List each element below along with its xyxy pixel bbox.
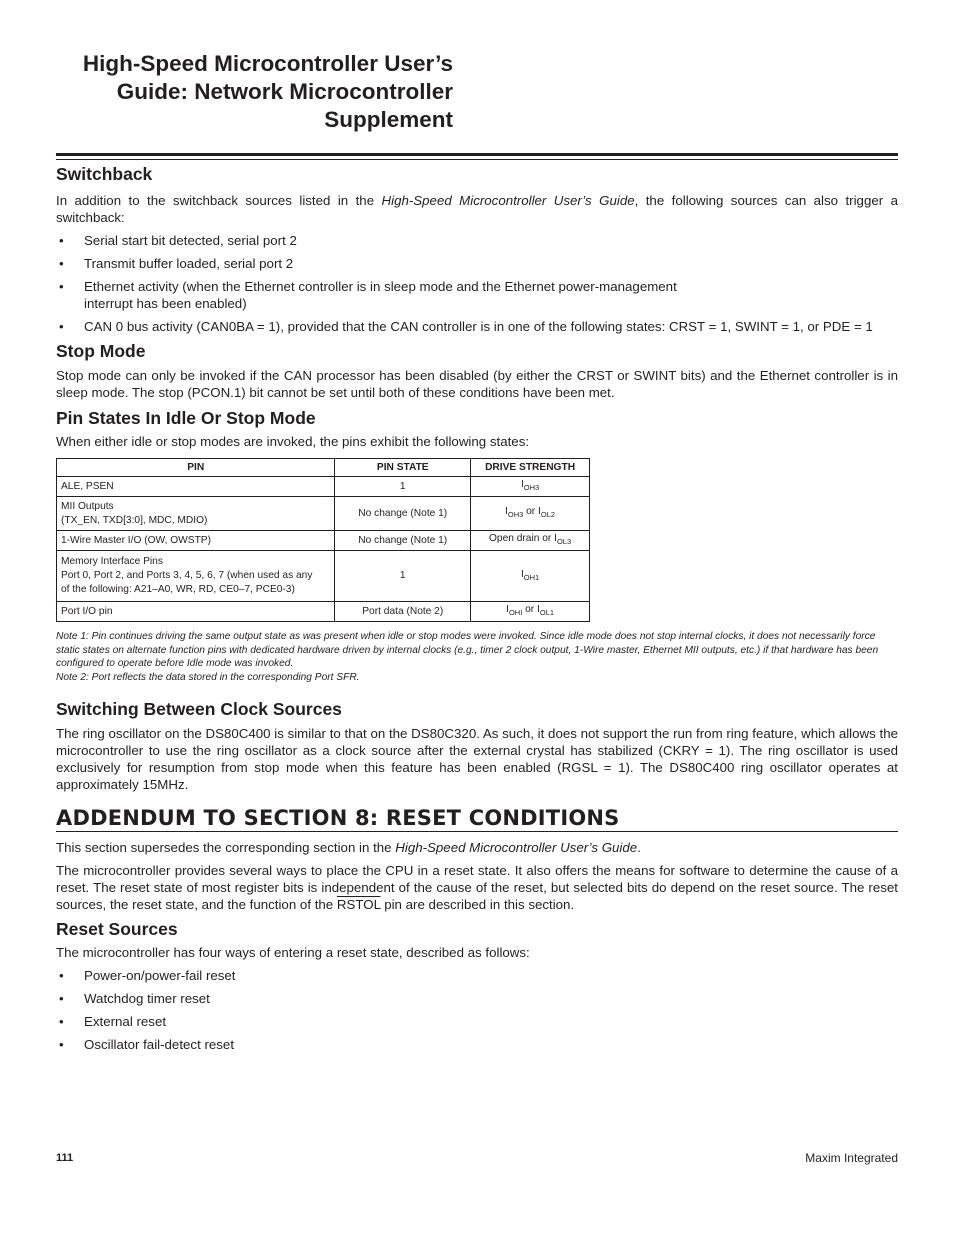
clock-sources-text: The ring oscillator on the DS80C400 is similar to that on the DS80C320. As such, it does not support the run from ring feature, which allows the microcontroller to use the ring oscillator as a clock source after the external crystal has stabilized (CKRY = 1). The ring oscillator is used exclusively for resumption from stop mode when this feature has been enabled (RGSL = 1). The DS80C400 ring oscillator operates at approximately 15MHz. — [56, 726, 898, 793]
title-rule-thick — [56, 153, 898, 156]
list-item-line: Ethernet activity (when the Ethernet controller is in sleep mode and the Ethernet power-management — [84, 279, 677, 294]
drive-subscript: OH3 — [523, 483, 540, 493]
section-heading-addendum: ADDENDUM TO SECTION 8: RESET CONDITIONS — [56, 806, 898, 832]
drive-text: I — [538, 506, 541, 518]
document-title-line: Guide: Network Microcontroller — [116, 79, 453, 104]
section-heading-stop-mode: Stop Mode — [56, 341, 146, 361]
table-cell-drive — [471, 531, 590, 551]
guide-title-reference: High-Speed Microcontroller User’s Guide — [395, 840, 638, 856]
table-cell-pin — [57, 531, 335, 551]
table-header-pin: PIN — [57, 459, 335, 477]
drive-text: Open drain or I — [488, 533, 557, 545]
addendum-description-text: pin are described in this section. — [380, 897, 575, 913]
table-cell-state: 1 — [335, 551, 471, 602]
table-cell-pin — [57, 551, 335, 602]
table-cell-drive — [471, 551, 590, 602]
list-item-line: interrupt has been enabled) — [84, 296, 247, 311]
list-item: • Oscillator fail-detect reset — [56, 1036, 898, 1053]
table-cell-drive — [471, 477, 590, 497]
drive-text: I — [520, 568, 524, 580]
drive-text: I — [520, 479, 524, 490]
pin-name-detail: of the following: A21–A0, WR, RD, CE0–7, PCE0-3) — [61, 584, 295, 596]
list-item — [56, 278, 898, 312]
table-row — [57, 602, 590, 622]
addendum-intro-text: This section supersedes the corresponding section in the — [56, 840, 396, 856]
table-cell-state: 1 — [335, 477, 471, 497]
section-heading-clock-sources: Switching Between Clock Sources — [56, 699, 342, 720]
addendum-intro-text: . — [637, 840, 641, 856]
table-note-2: Note 2: Port reflects the data stored in the corresponding Port SFR. — [56, 671, 360, 683]
pin-name: Port I/O pin — [61, 605, 113, 617]
list-item: • External reset — [56, 1013, 898, 1030]
list-item: • Serial start bit detected, serial port 2 — [56, 232, 898, 249]
table-row — [57, 497, 590, 531]
drive-subscript: OH1 — [523, 572, 540, 582]
drive-subscript: OHI — [508, 608, 523, 618]
page-number: 111 — [56, 1152, 74, 1164]
drive-text: I — [537, 604, 540, 616]
pin-name: 1-Wire Master I/O (OW, OWSTP) — [61, 534, 211, 546]
addendum-description-text: The microcontroller provides several ways to place the CPU in a reset state. It also offers the means for software to determine the cause of a reset. The reset state of most register bits is independent of the cause of the reset, but selected bits do depend on the reset source. The reset sources, the reset state, and the function of the — [56, 863, 898, 913]
guide-title-reference: High-Speed Microcontroller User’s Guide — [381, 193, 635, 208]
pin-name: MII Outputs — [61, 500, 114, 512]
pin-name-detail: Port 0, Port 2, and Ports 3, 4, 5, 6, 7 (when used as any — [61, 570, 313, 582]
table-cell-state: Port data (Note 2) — [335, 602, 471, 622]
pin-name-detail: (TX_EN, TXD[3:0], MDC, MDIO) — [61, 514, 208, 526]
reset-sources-intro: The microcontroller has four ways of entering a reset state, described as follows: — [56, 945, 530, 961]
addendum-description — [56, 862, 898, 913]
list-item: • Transmit buffer loaded, serial port 2 — [56, 255, 898, 272]
table-row — [57, 477, 590, 497]
document-title-line: Supplement — [324, 107, 453, 132]
table-header-drive-strength: DRIVE STRENGTH — [471, 459, 590, 477]
drive-text: I — [506, 604, 509, 616]
drive-subscript: OL1 — [539, 608, 555, 618]
reset-source-list — [56, 967, 898, 1053]
table-header-pin-state: PIN STATE — [335, 459, 471, 477]
table-note-1: Note 1: Pin continues driving the same output state as was present when idle or stop modes were invoked. Since idle mode does not stop internal clocks, it does not necessarily force static states on alternate function pins with dedicated hardware driven by internal clocks (e.g., timer 2 clock output, 1-Wire master, Ethernet MII outputs, etc.) if that hardware has been configured to operate before Idle mode was invoked. — [56, 631, 879, 670]
list-item: • Watchdog timer reset — [56, 990, 898, 1007]
switchback-source-list — [56, 232, 898, 335]
table-row — [57, 531, 590, 551]
drive-subscript: OH3 — [507, 510, 524, 520]
section-heading-switchback: Switchback — [56, 164, 153, 184]
table-cell-pin — [57, 497, 335, 531]
table-cell-drive — [471, 497, 590, 531]
drive-subscript: OL3 — [556, 537, 572, 547]
title-rule-thin — [56, 159, 898, 160]
table-row — [57, 551, 590, 602]
table-cell-pin — [57, 602, 335, 622]
company-name: Maxim Integrated — [805, 1151, 898, 1165]
drive-subscript: OL2 — [540, 510, 556, 520]
drive-text: I — [505, 506, 508, 518]
table-cell-pin — [57, 477, 335, 497]
main-content — [56, 162, 898, 1053]
document-title-line: High-Speed Microcontroller User’s — [82, 51, 453, 76]
drive-text: or — [523, 506, 539, 518]
table-cell-state: No change (Note 1) — [335, 531, 471, 551]
table-header-row — [57, 459, 590, 477]
switchback-intro — [56, 192, 898, 226]
addendum-intro — [56, 839, 898, 856]
drive-text: or — [522, 604, 538, 616]
rstol-signal-name: RSTOL — [336, 897, 381, 913]
switchback-intro-text: In addition to the switchback sources listed in the — [56, 193, 382, 208]
section-heading-reset-sources: Reset Sources — [56, 919, 178, 940]
stop-mode-text: Stop mode can only be invoked if the CAN processor has been disabled (by either the CRST or SWINT bits) and the Ethernet controller is in sleep mode. The stop (PCON.1) bit cannot be set until both of these conditions have been met. — [56, 368, 898, 400]
list-item: • CAN 0 bus activity (CAN0BA = 1), provided that the CAN controller is in one of the following states: CRST = 1, SWINT = 1, or PDE = 1 — [56, 318, 898, 335]
switchback-intro-text: , the following sources can also trigger a switchback: — [56, 193, 898, 225]
table-cell-drive — [471, 602, 590, 622]
pin-states-table — [56, 458, 590, 622]
pin-states-intro: When either idle or stop modes are invoked, the pins exhibit the following states: — [56, 434, 530, 449]
list-item: • Power-on/power-fail reset — [56, 967, 898, 984]
section-heading-pin-states: Pin States In Idle Or Stop Mode — [56, 408, 316, 428]
table-cell-state: No change (Note 1) — [335, 497, 471, 531]
pin-name: ALE, PSEN — [61, 480, 114, 492]
pin-name: Memory Interface Pins — [61, 556, 163, 568]
document-title — [56, 50, 453, 134]
